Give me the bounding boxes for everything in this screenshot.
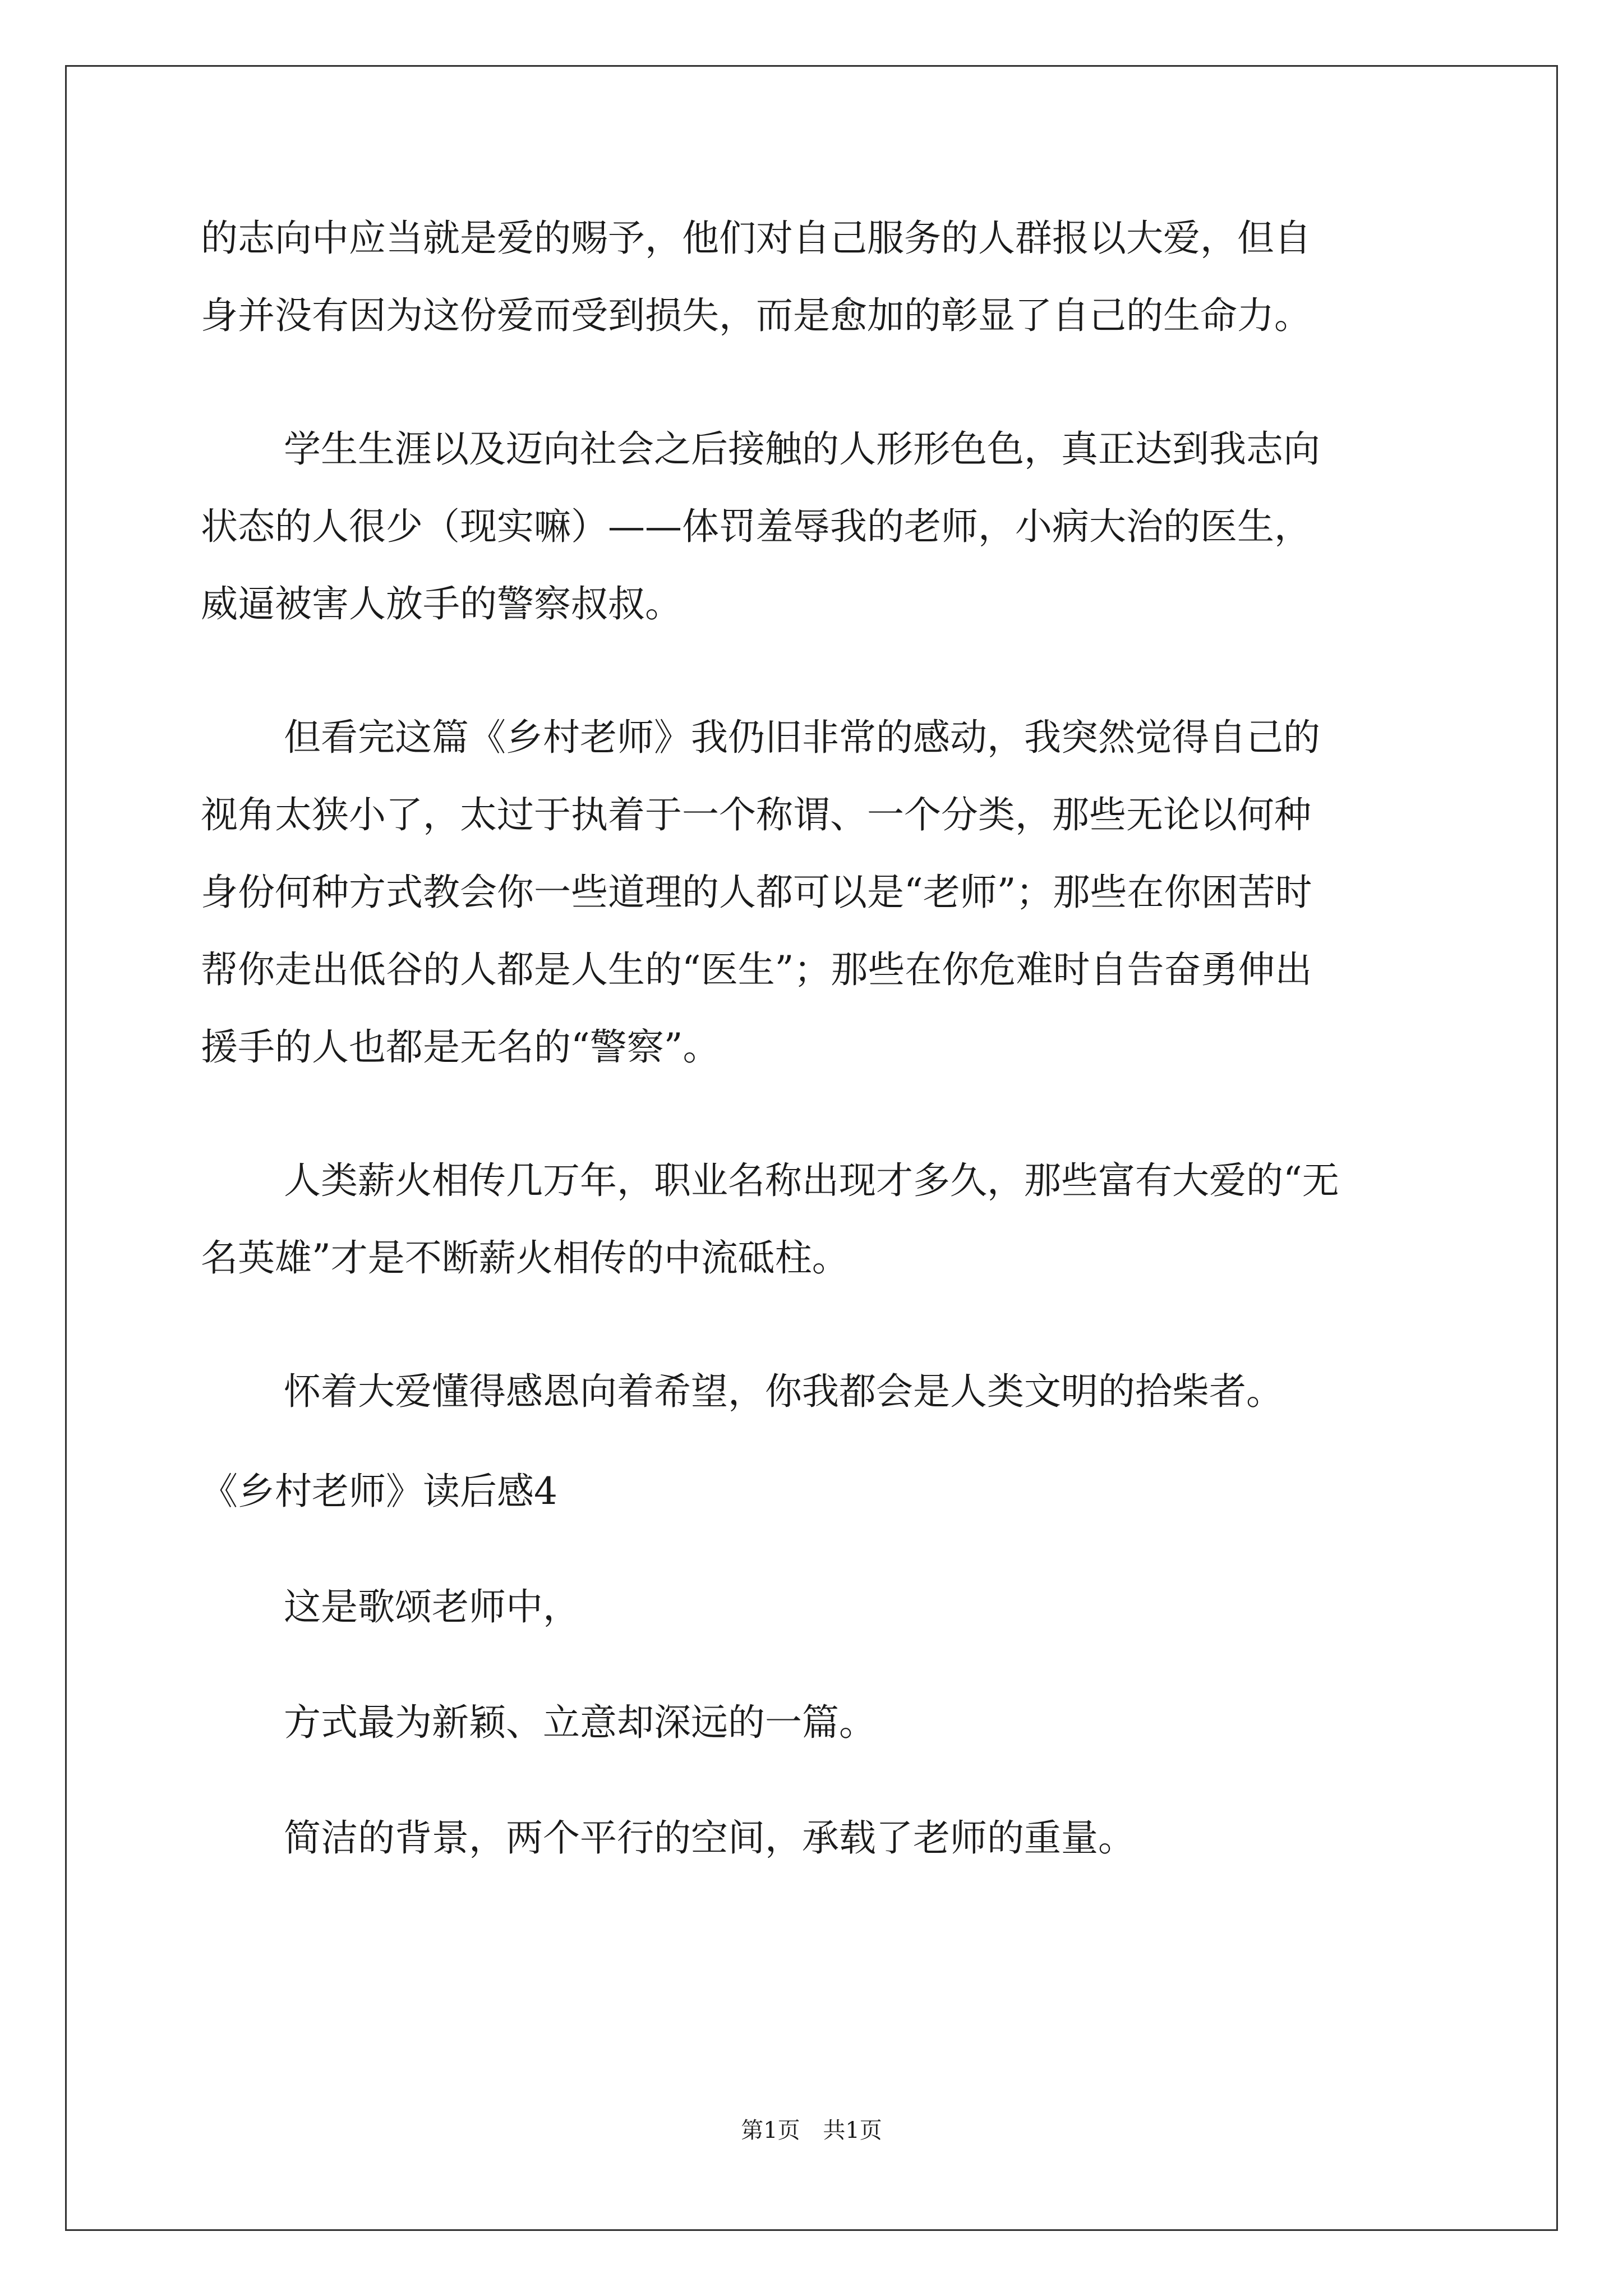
paragraph-line: 状态的人很少（现实嘛）——体罚羞辱我的老师，小病大治的医生，	[201, 505, 1311, 548]
paragraph-line: 身份何种方式教会你一些道理的人都可以是“老师”；那些在你困苦时	[201, 871, 1312, 914]
page-footer	[0, 2114, 1623, 2147]
paragraph-line: 援手的人也都是无名的“警察”。	[201, 1025, 720, 1069]
paragraph-line: 这是歌颂老师中，	[284, 1585, 580, 1628]
paragraph-line: 但看完这篇《乡村老师》我仍旧非常的感动，我突然觉得自己的	[284, 716, 1320, 759]
paragraph-line: 的志向中应当就是爱的赐予，他们对自己服务的人群报以大爱，但自	[201, 217, 1311, 260]
paragraph-line: 名英雄”才是不断薪火相传的中流砥柱。	[201, 1236, 849, 1280]
paragraph-line: 学生生涯以及迈向社会之后接触的人形形色色，真正达到我志向	[284, 427, 1320, 471]
section-heading: 《乡村老师》读后感4	[201, 1470, 557, 1513]
page-border	[65, 65, 1558, 2231]
paragraph-line: 怀着大爱懂得感恩向着希望，你我都会是人类文明的拾柴者。	[284, 1370, 1283, 1413]
page-total: 共1页	[823, 2118, 882, 2143]
paragraph-line: 人类薪火相传几万年，职业名称出现才多久，那些富有大爱的“无	[284, 1159, 1339, 1202]
page-number: 第1页	[741, 2118, 800, 2143]
paragraph-line: 简洁的背景，两个平行的空间，承载了老师的重量。	[284, 1816, 1135, 1860]
paragraph-line: 视角太狭小了，太过于执着于一个称谓、一个分类，那些无论以何种	[201, 793, 1311, 836]
paragraph-line: 威逼被害人放手的警察叔叔。	[201, 582, 682, 625]
paragraph-line: 身并没有因为这份爱而受到损失，而是愈加的彰显了自己的生命力。	[201, 294, 1311, 337]
paragraph-line: 帮你走出低谷的人都是人生的“医生”；那些在你危难时自告奋勇伸出	[201, 948, 1312, 991]
paragraph-line: 方式最为新颖、立意却深远的一篇。	[284, 1701, 876, 1744]
